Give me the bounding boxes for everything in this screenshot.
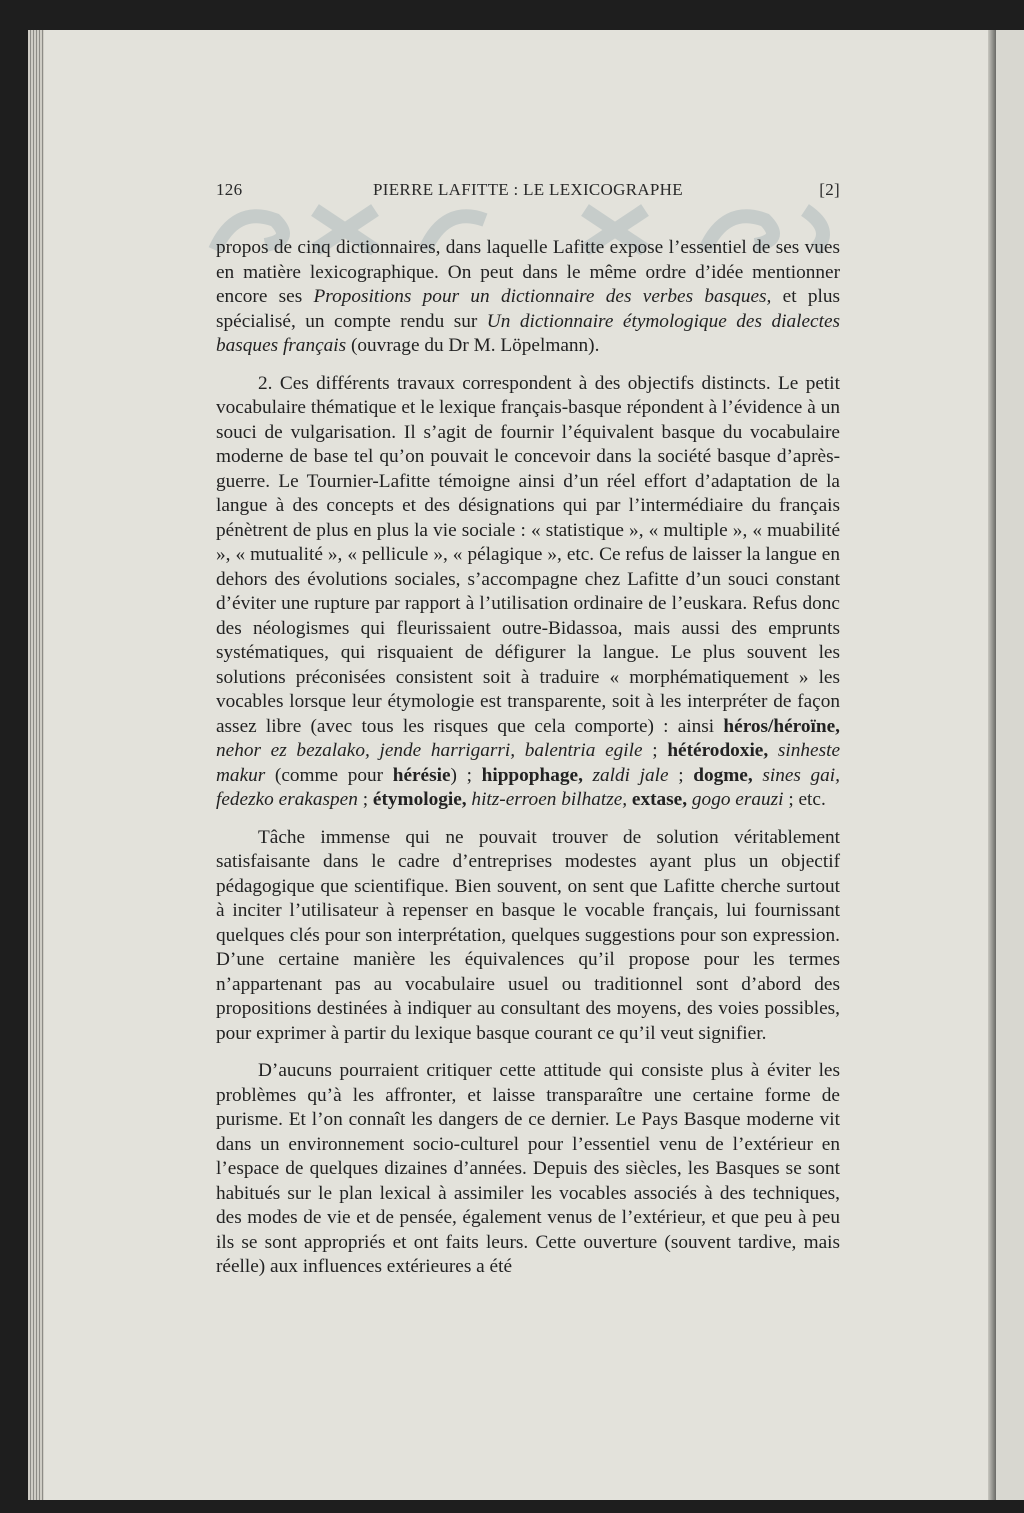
text-run: et plus spécialisé, un compte rendu sur xyxy=(216,286,840,332)
text-run: (comme pour xyxy=(265,764,393,786)
text-run xyxy=(583,765,593,786)
running-header xyxy=(216,180,840,200)
bold-term: héros/héroïne, xyxy=(723,715,840,737)
italic-text: zaldi jale xyxy=(592,764,669,786)
running-title: PIERRE LAFITTE : LE LEXICOGRAPHE xyxy=(373,180,683,199)
bold-term: étymologie, xyxy=(372,789,467,810)
section-number: [2] xyxy=(819,180,840,199)
text-run: 2. Ces différents travaux correspondent à des objectifs distincts. Le petit vocabulaire thématique et le lexique français-basque répondent à l’évidence à un souci de vulgarisation. Il s’agit de fournir l’équivalent basque du vocabulaire moderne de base tel qu’on pouvait le concevoir dans la société basque d’après-guerre. Le Tournier-Lafitte témoigne ainsi d’un réel effort d’adaptation de la langue à des concepts et des désignations qui par l’intermédiaire du français pénètrent de plus en plus la vie sociale : « statistique », « multiple », « muabilité », « mutualité », « pellicule », « pélagique », etc. Ce refus de laisser la langue en dehors des évolutions sociales, s’accompagne chez Lafitte d’un souci constant d’éviter une rupture par rapport à l’utilisation ordinaire de l’euskara. Refus donc des néologismes qui fleurissaient outre-Bidassoa, mais aussi des emprunts systématiques, qui risquaient de défigurer la langue. Le plus souvent les solutions préconisées consistent soit à traduire « morphématiquement » les vocables lorsque leur étymologie est transparente, soit à les interpréter de façon assez libre (avec tous les risques que cela comporte) : ainsi xyxy=(216,372,840,737)
text-run: Tâche immense qui ne pouvait trouver de solution véritablement satisfaisante dans le cadre d’entreprises modestes ayant plus un objectif pédagogique que scientifique. Bien souvent, on sent que Lafitte cherche surtout à inciter l’utilisateur à repenser en basque le vocable français, lui fournissant quelques clés pour son interprétation, quelques suggestions pour son expression. D’une certaine manière les équivalences qu’il propose pour les termes n’appartenant pas au vocabulaire usuel ou traditionnel sont d’abord des propositions destinées à indiquer au consultant des moyens, des voies possibles, pour exprimer à partir du lexique basque courant ce qu’il veut signifier. xyxy=(216,826,840,1044)
paragraph xyxy=(216,1059,840,1280)
italic-text: sinheste makur xyxy=(216,740,841,786)
bold-term: dogme, xyxy=(693,764,753,786)
italic-text: nehor ez bezalako, jende harrigarri, balentria egile xyxy=(216,740,643,761)
bold-term: hérésie xyxy=(392,764,451,786)
bold-term: hétérodoxie, xyxy=(667,740,769,761)
bold-term: extase, xyxy=(631,789,688,810)
italic-text: gogo erauzi xyxy=(691,789,784,810)
text-run: ; etc. xyxy=(783,789,826,810)
book-gutter xyxy=(988,30,996,1500)
text-run xyxy=(768,740,778,761)
text-run: propos de cinq dictionnaires, dans laquelle Lafitte expose l’essentiel de ses vues en matière lexicographique. On peut dans le même ordre d’idée mentionner encore ses xyxy=(216,237,840,307)
text-run: (ouvrage du Dr M. Löpelmann). xyxy=(346,335,600,356)
body-text xyxy=(216,236,840,1293)
text-run: ; xyxy=(357,789,373,810)
page-number: 126 xyxy=(216,180,243,199)
italic-text: hitz-erroen bilhatze, xyxy=(471,789,628,810)
paragraph xyxy=(216,372,840,813)
text-run: ; xyxy=(668,764,694,786)
bold-term: hippophage, xyxy=(481,764,583,786)
next-page-edge xyxy=(996,30,1024,1500)
italic-text: Propositions pour un dictionnaire des verbes basques, xyxy=(313,286,772,307)
text-run: ; xyxy=(642,740,668,761)
paragraph xyxy=(216,826,840,1047)
text-run: D’aucuns pourraient critiquer cette attitude qui consiste plus à éviter les problèmes qu’à les affronter, et laisse transparaître une certaine forme de purisme. Et l’on connaît les dangers de ce dernier. Le Pays Basque moderne vit dans un environnement socio-culturel pour l’essentiel venu de l’extérieur en l’espace de quelques dizaines d’années. Depuis des siècles, les Basques se sont habitués sur le plan lexical à assimiler les vocables associés à des techniques, des modes de vie et de pensée, également venus de l’extérieur, et que peu à peu ils se sont appropriés et ont faits leurs. Cette ouverture (souvent tardive, mais réelle) aux influences extérieures a été xyxy=(216,1060,840,1277)
italic-text: sines gai, fedezko erakaspen xyxy=(216,764,840,810)
paragraph xyxy=(216,236,840,359)
text-run: ) ; xyxy=(450,764,482,786)
text-run xyxy=(753,765,763,786)
italic-text: Un dictionnaire étymologique des dialectes basques français xyxy=(216,310,841,356)
